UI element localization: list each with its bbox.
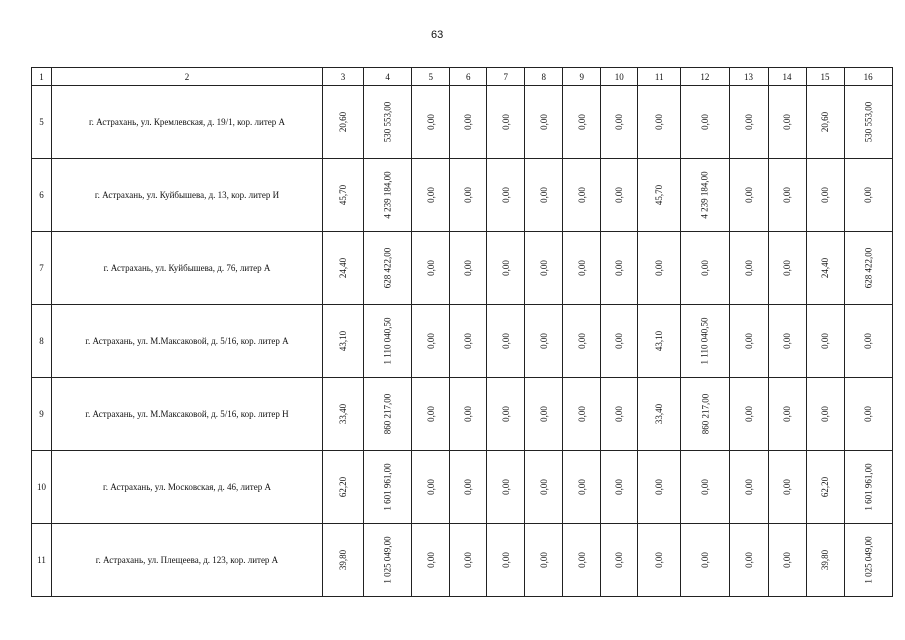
value-cell	[450, 86, 487, 159]
row-number-cell: 5	[32, 86, 52, 159]
value-text: 0,00	[538, 260, 549, 276]
row-number-cell: 6	[32, 159, 52, 232]
value-text: 0,00	[743, 479, 754, 495]
value-cell	[563, 159, 601, 232]
header-cell: 13	[729, 68, 768, 86]
row-number-cell: 8	[32, 305, 52, 378]
value-cell	[525, 451, 563, 524]
value-cell	[525, 524, 563, 597]
value-text: 0,00	[820, 406, 830, 422]
value-cell	[412, 378, 450, 451]
value-cell	[525, 232, 563, 305]
header-cell: 12	[681, 68, 729, 86]
value-text: 0,00	[699, 479, 710, 495]
address-cell: г. Астрахань, ул. М.Максаковой, д. 5/16, кор. литер А	[52, 305, 323, 378]
value-text: 0,00	[463, 187, 474, 203]
value-cell	[844, 524, 892, 597]
header-cell: 8	[525, 68, 563, 86]
value-cell	[563, 524, 601, 597]
value-cell	[638, 232, 681, 305]
value-text: 0,00	[820, 333, 830, 349]
value-text: 43,10	[338, 330, 348, 352]
header-cell: 2	[52, 68, 323, 86]
header-cell: 1	[32, 68, 52, 86]
value-text: 39,80	[820, 549, 830, 571]
value-text: 24,40	[338, 257, 348, 279]
table-row	[32, 451, 893, 524]
table-row	[32, 159, 893, 232]
row-number-cell: 11	[32, 524, 52, 597]
value-text: 0,00	[699, 260, 710, 276]
value-text: 0,00	[614, 333, 625, 349]
value-text: 0,00	[743, 260, 754, 276]
value-text: 62,20	[338, 476, 348, 498]
header-cell: 15	[806, 68, 844, 86]
value-cell	[768, 378, 806, 451]
value-cell	[768, 524, 806, 597]
value-text: 62,20	[820, 476, 830, 498]
value-cell	[412, 86, 450, 159]
value-text: 45,70	[338, 184, 348, 206]
value-cell	[323, 232, 364, 305]
value-text: 530 553,00	[863, 101, 874, 143]
value-text: 0,00	[425, 406, 436, 422]
header-cell: 5	[412, 68, 450, 86]
value-cell	[525, 159, 563, 232]
value-text: 4 239 184,00	[382, 171, 393, 219]
value-text: 0,00	[538, 333, 549, 349]
value-cell	[681, 524, 729, 597]
value-text: 0,00	[500, 552, 511, 568]
value-text: 0,00	[782, 260, 792, 276]
value-text: 39,80	[338, 549, 348, 571]
value-text: 0,00	[576, 114, 587, 130]
value-cell	[412, 305, 450, 378]
value-text: 0,00	[863, 333, 874, 349]
value-text: 0,00	[782, 333, 792, 349]
table-header-row	[32, 68, 893, 86]
value-text: 0,00	[614, 260, 625, 276]
value-cell	[844, 86, 892, 159]
value-cell	[729, 232, 768, 305]
address-cell: г. Астрахань, ул. Куйбышева, д. 76, литер А	[52, 232, 323, 305]
value-cell	[563, 305, 601, 378]
value-cell	[844, 451, 892, 524]
value-cell	[412, 159, 450, 232]
value-cell	[601, 524, 638, 597]
value-text: 0,00	[500, 333, 511, 349]
header-cell: 16	[844, 68, 892, 86]
value-text: 0,00	[425, 187, 436, 203]
value-cell	[323, 305, 364, 378]
value-cell	[563, 86, 601, 159]
value-cell	[729, 524, 768, 597]
value-cell	[412, 451, 450, 524]
value-cell	[525, 86, 563, 159]
value-cell	[729, 378, 768, 451]
value-text: 0,00	[463, 260, 474, 276]
value-cell	[323, 378, 364, 451]
value-text: 0,00	[538, 406, 549, 422]
table-row	[32, 378, 893, 451]
value-cell	[806, 524, 844, 597]
value-cell	[487, 451, 525, 524]
value-cell	[601, 451, 638, 524]
value-text: 0,00	[538, 552, 549, 568]
value-text: 33,40	[654, 403, 665, 425]
value-text: 0,00	[576, 406, 587, 422]
value-text: 0,00	[782, 187, 792, 203]
table-row	[32, 524, 893, 597]
value-cell	[768, 232, 806, 305]
address-cell: г. Астрахань, ул. Плещеева, д. 123, кор. литер А	[52, 524, 323, 597]
value-cell	[525, 305, 563, 378]
value-text: 0,00	[576, 260, 587, 276]
value-text: 0,00	[463, 406, 474, 422]
address-cell: г. Астрахань, ул. Московская, д. 46, литер А	[52, 451, 323, 524]
address-cell: г. Астрахань, ул. М.Максаковой, д. 5/16, кор. литер Н	[52, 378, 323, 451]
value-cell	[768, 86, 806, 159]
value-text: 0,00	[463, 479, 474, 495]
value-cell	[487, 524, 525, 597]
value-text: 628 422,00	[382, 247, 393, 289]
table-row	[32, 86, 893, 159]
value-cell	[364, 159, 412, 232]
value-cell	[729, 451, 768, 524]
value-cell	[563, 451, 601, 524]
value-text: 0,00	[576, 333, 587, 349]
value-text: 0,00	[425, 114, 436, 130]
header-cell: 3	[323, 68, 364, 86]
row-number-cell: 9	[32, 378, 52, 451]
value-text: 0,00	[782, 114, 792, 130]
value-text: 0,00	[743, 114, 754, 130]
value-text: 0,00	[699, 552, 710, 568]
value-cell	[729, 86, 768, 159]
value-cell	[768, 159, 806, 232]
address-cell: г. Астрахань, ул. Куйбышева, д. 13, кор. литер И	[52, 159, 323, 232]
value-cell	[681, 232, 729, 305]
value-cell	[601, 86, 638, 159]
value-text: 0,00	[782, 406, 792, 422]
value-cell	[323, 159, 364, 232]
value-text: 0,00	[538, 114, 549, 130]
value-text: 0,00	[425, 479, 436, 495]
value-cell	[487, 86, 525, 159]
value-cell	[729, 305, 768, 378]
value-text: 0,00	[425, 333, 436, 349]
value-cell	[768, 305, 806, 378]
header-cell: 6	[450, 68, 487, 86]
value-text: 0,00	[500, 187, 511, 203]
value-text: 0,00	[654, 479, 665, 495]
value-text: 0,00	[743, 333, 754, 349]
value-text: 0,00	[614, 114, 625, 130]
value-text: 20,60	[338, 111, 348, 133]
value-text: 0,00	[743, 187, 754, 203]
header-cell: 14	[768, 68, 806, 86]
value-text: 1 025 049,00	[382, 536, 393, 584]
value-text: 860 217,00	[699, 393, 710, 435]
value-cell	[806, 378, 844, 451]
value-cell	[681, 159, 729, 232]
value-text: 0,00	[863, 406, 874, 422]
value-cell	[364, 524, 412, 597]
value-cell	[364, 86, 412, 159]
value-cell	[601, 378, 638, 451]
value-cell	[638, 86, 681, 159]
value-cell	[487, 159, 525, 232]
value-cell	[450, 159, 487, 232]
value-cell	[681, 451, 729, 524]
value-cell	[638, 451, 681, 524]
value-text: 0,00	[614, 406, 625, 422]
value-text: 860 217,00	[382, 393, 393, 435]
value-text: 0,00	[463, 114, 474, 130]
value-text: 1 025 049,00	[863, 536, 874, 584]
value-cell	[487, 378, 525, 451]
value-text: 33,40	[338, 403, 348, 425]
value-text: 0,00	[614, 187, 625, 203]
table-row	[32, 305, 893, 378]
value-cell	[364, 232, 412, 305]
value-text: 24,40	[820, 257, 830, 279]
value-cell	[563, 378, 601, 451]
value-cell	[364, 305, 412, 378]
value-cell	[844, 159, 892, 232]
value-text: 0,00	[500, 406, 511, 422]
value-cell	[806, 305, 844, 378]
value-text: 0,00	[782, 552, 792, 568]
value-text: 0,00	[863, 187, 874, 203]
value-cell	[806, 451, 844, 524]
value-text: 0,00	[654, 552, 665, 568]
value-text: 1 601 961,00	[863, 463, 874, 511]
value-cell	[450, 451, 487, 524]
value-cell	[412, 524, 450, 597]
value-text: 0,00	[743, 406, 754, 422]
value-cell	[681, 86, 729, 159]
value-cell	[729, 159, 768, 232]
value-text: 628 422,00	[863, 247, 874, 289]
value-cell	[601, 232, 638, 305]
value-cell	[681, 305, 729, 378]
value-text: 0,00	[576, 479, 587, 495]
header-cell: 4	[364, 68, 412, 86]
header-cell: 9	[563, 68, 601, 86]
data-table	[31, 67, 893, 597]
header-cell: 7	[487, 68, 525, 86]
value-text: 0,00	[463, 552, 474, 568]
value-text: 0,00	[699, 114, 710, 130]
value-text: 0,00	[500, 260, 511, 276]
value-text: 0,00	[538, 479, 549, 495]
address-cell: г. Астрахань, ул. Кремлевская, д. 19/1, кор. литер А	[52, 86, 323, 159]
value-cell	[806, 86, 844, 159]
value-text: 0,00	[782, 479, 792, 495]
value-text: 530 553,00	[382, 101, 393, 143]
value-cell	[638, 159, 681, 232]
value-text: 0,00	[500, 114, 511, 130]
value-cell	[563, 232, 601, 305]
value-text: 0,00	[425, 552, 436, 568]
value-cell	[412, 232, 450, 305]
value-text: 0,00	[538, 187, 549, 203]
value-cell	[681, 378, 729, 451]
value-cell	[323, 451, 364, 524]
value-text: 0,00	[576, 552, 587, 568]
value-cell	[450, 232, 487, 305]
value-text: 0,00	[820, 187, 830, 203]
value-cell	[450, 305, 487, 378]
value-text: 0,00	[654, 260, 665, 276]
header-cell: 11	[638, 68, 681, 86]
value-text: 0,00	[425, 260, 436, 276]
row-number-cell: 10	[32, 451, 52, 524]
value-text: 4 239 184,00	[699, 171, 710, 219]
value-cell	[638, 305, 681, 378]
value-text: 0,00	[576, 187, 587, 203]
value-cell	[450, 524, 487, 597]
page-number: 63	[431, 29, 444, 41]
value-cell	[487, 305, 525, 378]
value-cell	[638, 524, 681, 597]
value-text: 0,00	[500, 479, 511, 495]
value-cell	[768, 451, 806, 524]
value-text: 0,00	[463, 333, 474, 349]
row-number-cell: 7	[32, 232, 52, 305]
value-cell	[364, 451, 412, 524]
value-text: 0,00	[614, 552, 625, 568]
value-text: 43,10	[654, 330, 665, 352]
value-cell	[323, 86, 364, 159]
value-cell	[844, 378, 892, 451]
table-row	[32, 232, 893, 305]
value-cell	[323, 524, 364, 597]
value-cell	[601, 305, 638, 378]
value-cell	[601, 159, 638, 232]
header-cell: 10	[601, 68, 638, 86]
value-text: 1 110 040,50	[382, 317, 393, 365]
value-text: 45,70	[654, 184, 665, 206]
value-cell	[638, 378, 681, 451]
value-text: 0,00	[654, 114, 665, 130]
value-cell	[450, 378, 487, 451]
value-text: 1 110 040,50	[699, 317, 710, 365]
value-cell	[844, 305, 892, 378]
value-cell	[525, 378, 563, 451]
value-cell	[364, 378, 412, 451]
value-cell	[487, 232, 525, 305]
value-text: 20,60	[820, 111, 830, 133]
value-text: 0,00	[743, 552, 754, 568]
value-cell	[806, 159, 844, 232]
value-text: 0,00	[614, 479, 625, 495]
value-text: 1 601 961,00	[382, 463, 393, 511]
value-cell	[806, 232, 844, 305]
value-cell	[844, 232, 892, 305]
